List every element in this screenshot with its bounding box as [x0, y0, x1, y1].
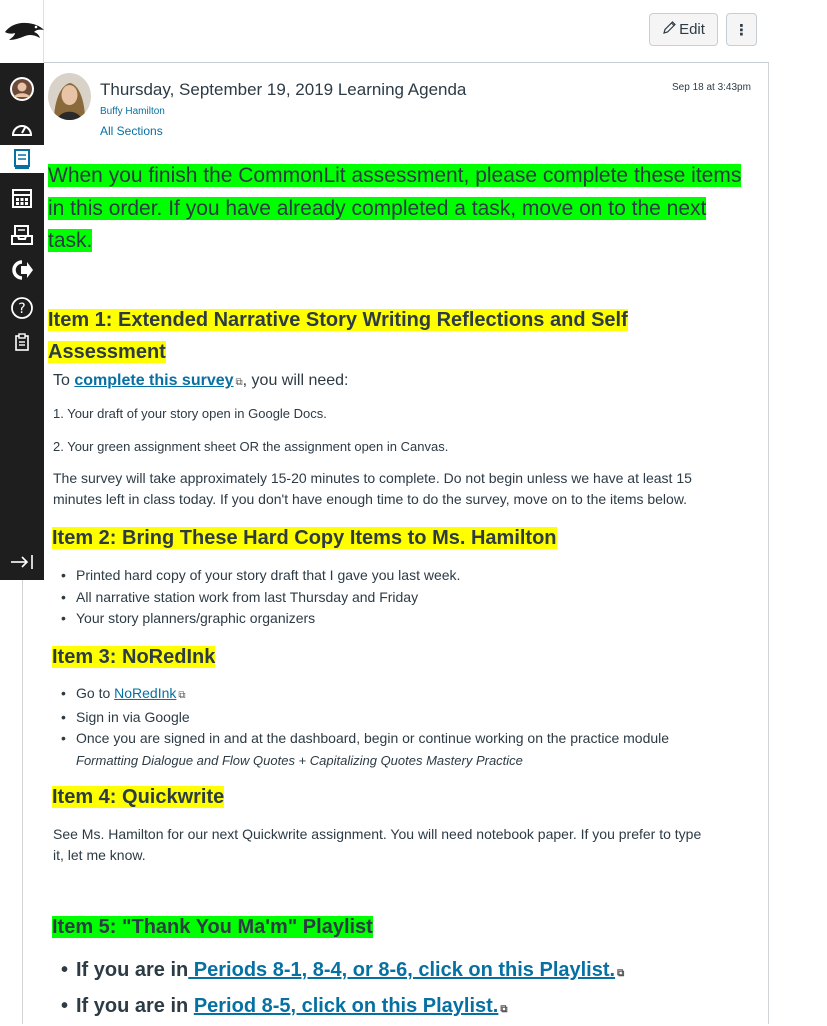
- external-link-icon: ⧉: [178, 690, 186, 701]
- hawk-logo-icon: [3, 18, 45, 44]
- collapse-nav-icon: [9, 553, 35, 571]
- nav-account[interactable]: [0, 75, 44, 103]
- playlist-link-2[interactable]: Period 8-5, click on this Playlist.: [193, 995, 499, 1017]
- kebab-icon: ⋮: [734, 21, 749, 39]
- nav-inbox[interactable]: [0, 221, 44, 249]
- svg-text:?: ?: [18, 301, 26, 317]
- account-avatar-icon: [9, 76, 35, 102]
- sections-link[interactable]: All Sections: [100, 124, 163, 138]
- list-item: • All narrative station work from last Thursday and Friday: [53, 587, 460, 609]
- nav-dashboard[interactable]: [0, 114, 44, 142]
- author-avatar[interactable]: [48, 73, 91, 120]
- item2-heading: Item 2: Bring These Hard Copy Items to Ms. Hamilton: [52, 527, 557, 549]
- item5-heading: Item 5: "Thank You Ma'm" Playlist: [52, 916, 373, 938]
- item1-lead: To complete this survey ⧉, you will need:: [53, 372, 349, 389]
- item5-list: [53, 954, 624, 1026]
- survey-link[interactable]: complete this survey: [74, 372, 234, 389]
- item4-heading: Item 4: Quickwrite: [52, 786, 225, 808]
- list-item: • Go to NoRedInk ⧉: [53, 683, 669, 707]
- list-item: • Once you are signed in and at the dashboard, begin or continue working on the practice module Formatting Dialogue and Flow Quotes + Capitalizing Quotes Mastery Practice: [53, 728, 669, 771]
- list-item: • Sign in via Google: [53, 707, 669, 729]
- author-link[interactable]: Buffy Hamilton: [100, 106, 165, 117]
- list-item: • Your story planners/graphic organizers: [53, 608, 460, 630]
- item2-list: [53, 565, 460, 630]
- item3-heading: Item 3: NoRedInk: [52, 646, 216, 668]
- intro-text: When you finish the CommonLit assessment, please complete these items in this order. If you have already completed a task, move on to the next task.: [48, 164, 742, 252]
- commons-icon: [10, 259, 34, 281]
- nav-collapse[interactable]: [0, 548, 44, 576]
- item1-heading: Item 1: Extended Narrative Story Writing Reflections and Self Assessment: [48, 309, 628, 363]
- noredink-link[interactable]: NoRedInk: [114, 685, 177, 701]
- item1-note: The survey will take approximately 15-20 minutes to complete. Do not begin unless we have at least 15 minutes left in class today. If you don't have enough time to do the survey, move on to the items below.: [53, 470, 692, 507]
- playlist-link-1[interactable]: Periods 8-1, 8-4, or 8-6, click on this Playlist.: [188, 959, 616, 981]
- list-item: • Printed hard copy of your story draft that I gave you last week.: [53, 565, 460, 587]
- list-item: • If you are in Period 8-5, click on this Playlist. ⧉: [53, 990, 624, 1026]
- external-link-icon: ⧉: [500, 1004, 508, 1015]
- global-navigation: [0, 0, 44, 580]
- nav-help[interactable]: [0, 294, 44, 322]
- item1-step1: 1. Your draft of your story open in Google Docs.: [53, 406, 327, 421]
- inbox-icon: [10, 224, 34, 246]
- help-icon: [10, 296, 34, 320]
- history-icon: [14, 333, 30, 351]
- item3-list: [53, 683, 669, 771]
- external-link-icon: ⧉: [617, 968, 625, 979]
- more-options-button[interactable]: [726, 13, 757, 46]
- nav-history[interactable]: [0, 328, 44, 356]
- edit-label: Edit: [679, 21, 705, 38]
- item4-text: See Ms. Hamilton for our next Quickwrite assignment. You will need notebook paper. If you prefer to type it, let me know.: [53, 826, 702, 863]
- edit-button[interactable]: [649, 13, 718, 46]
- pencil-icon: [662, 20, 677, 39]
- content-frame: [22, 0, 769, 1024]
- post-timestamp: Sep 18 at 3:43pm: [672, 82, 751, 93]
- dashboard-icon: [10, 118, 34, 138]
- external-link-icon: ⧉: [235, 377, 243, 388]
- page-title: Thursday, September 19, 2019 Learning Agenda: [100, 80, 467, 99]
- list-item: • If you are in Periods 8-1, 8-4, or 8-6, click on this Playlist. ⧉: [53, 954, 624, 990]
- intro-paragraph: [48, 160, 748, 258]
- calendar-icon: [11, 187, 33, 209]
- nav-commons[interactable]: [0, 256, 44, 284]
- courses-icon: [13, 148, 31, 170]
- item1-step2: 2. Your green assignment sheet OR the assignment open in Canvas.: [53, 439, 449, 454]
- logo-link[interactable]: [0, 0, 44, 63]
- nav-calendar[interactable]: [0, 184, 44, 212]
- nav-courses[interactable]: [0, 145, 44, 173]
